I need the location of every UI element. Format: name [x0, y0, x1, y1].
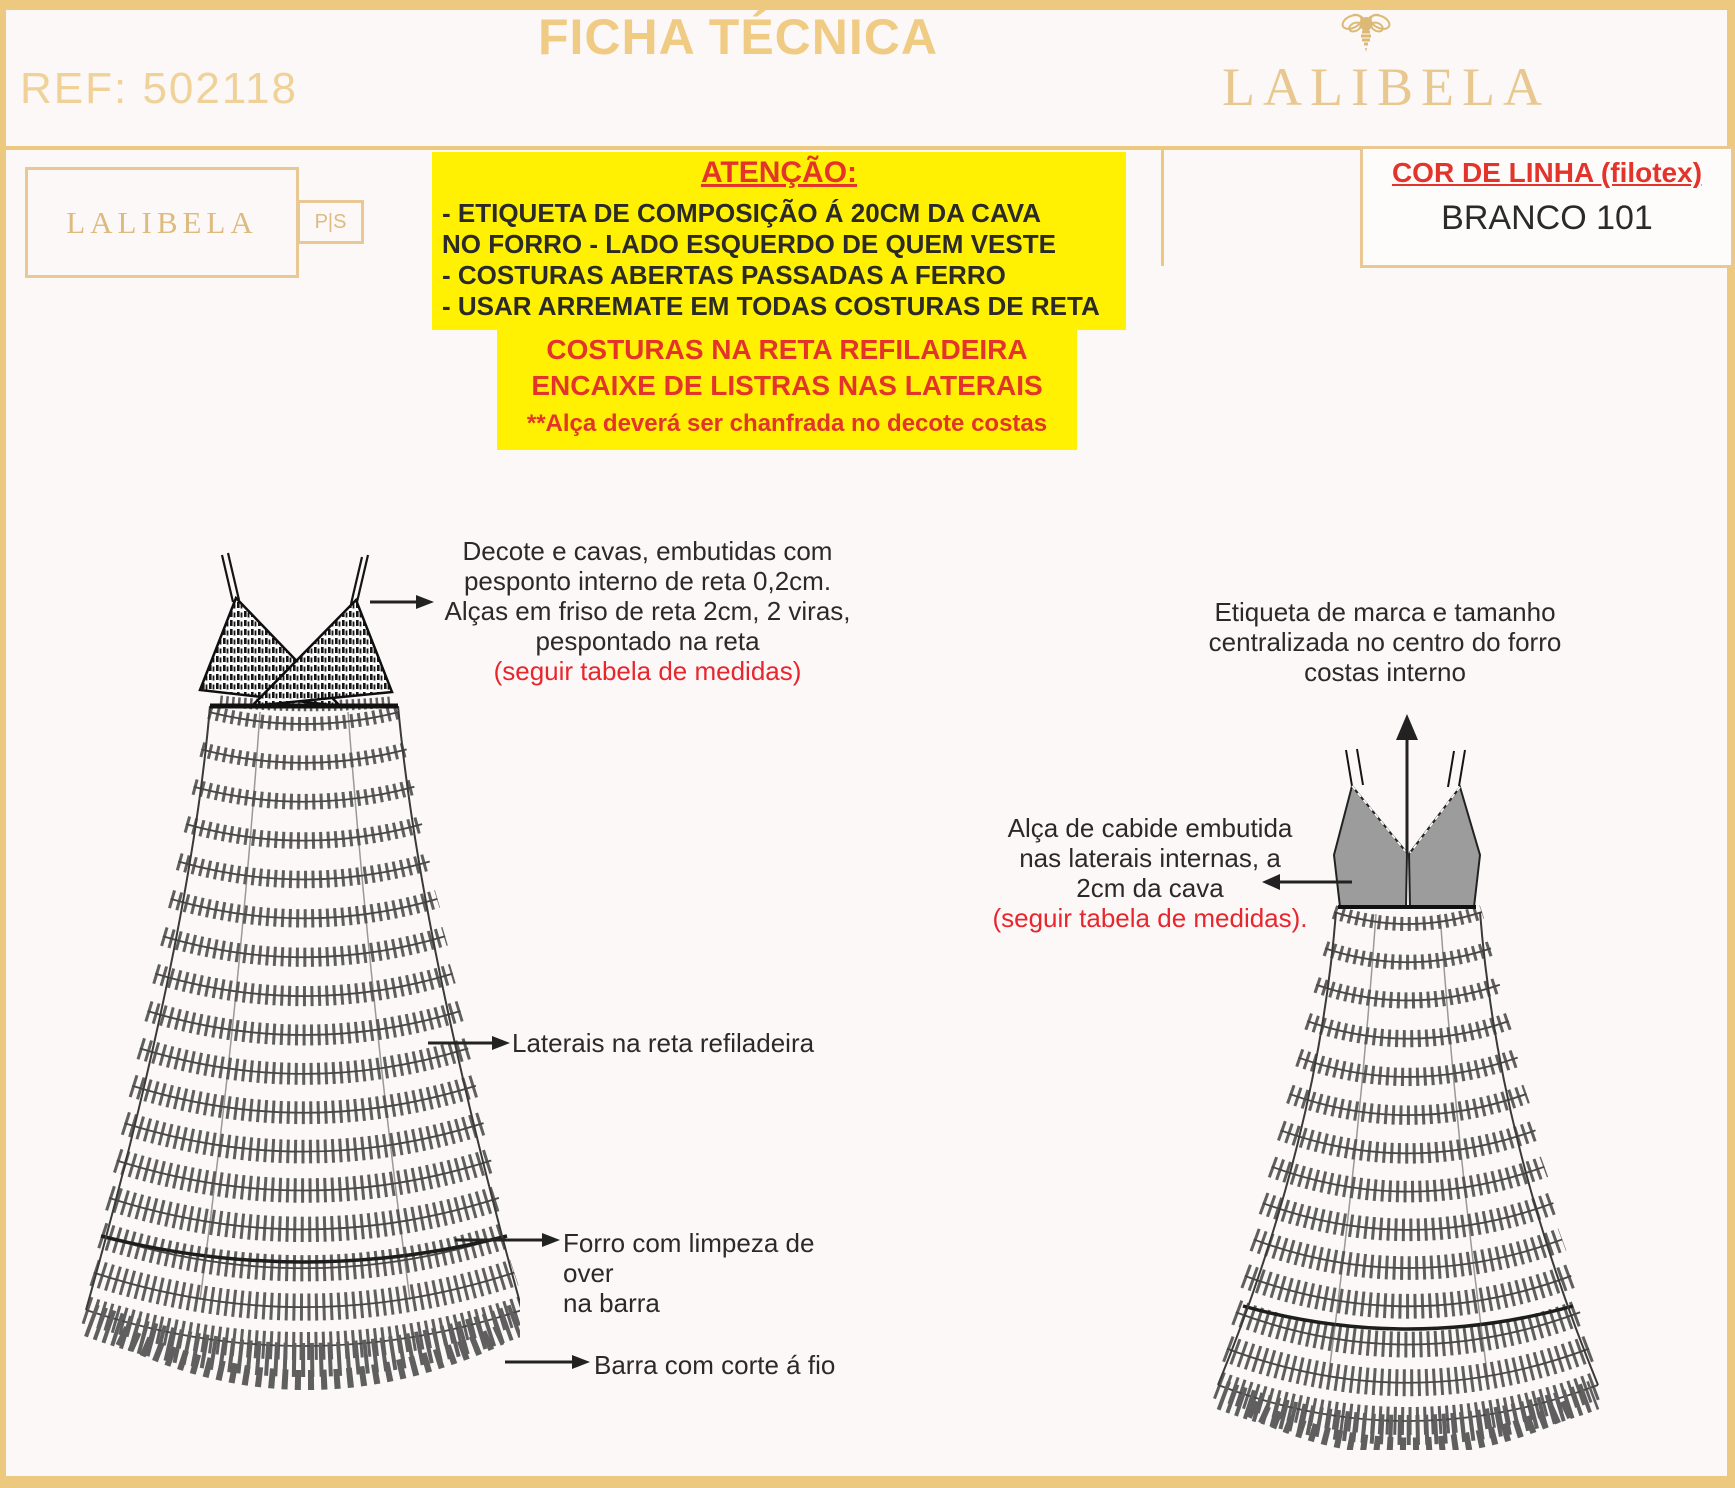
annotation-line: na barra	[563, 1288, 660, 1318]
seam-line: ENCAIXE DE LISTRAS NAS LATERAIS	[531, 370, 1043, 401]
seam-note: **Alça deverá ser chanfrada no decote costas	[526, 410, 1048, 437]
annotation-sides: Laterais na reta refiladeira	[512, 1028, 815, 1058]
annotation-line: pespontado na reta	[535, 626, 760, 656]
thread-color-value: BRANCO 101	[1441, 199, 1653, 237]
attention-line: NO FORRO - LADO ESQUERDO DE QUEM VESTE	[442, 229, 1056, 259]
attention-line: - USAR ARREMATE EM TODAS COSTURAS DE RETA	[442, 291, 1100, 321]
attention-line: - COSTURAS ABERTAS PASSADAS A FERRO	[442, 260, 1006, 290]
arrow-sides	[428, 1036, 510, 1050]
arrow-label-tag	[1396, 714, 1418, 853]
arrow-neckline	[370, 595, 434, 609]
annotation-line: nas laterais internas, a	[1019, 843, 1281, 873]
arrow-hem	[505, 1355, 590, 1369]
seam-line: COSTURAS NA RETA REFILADEIRA	[546, 334, 1028, 365]
reference-number: REF: 502118	[20, 64, 299, 113]
annotation-line: 2cm da cava	[1076, 873, 1224, 903]
attention-title: ATENÇÃO:	[700, 156, 858, 189]
annotation-hem: Barra com corte á fio	[594, 1350, 836, 1380]
arrow-lining	[455, 1233, 560, 1247]
annotation-note-red: (seguir tabela de medidas).	[992, 903, 1308, 933]
annotation-line: Etiqueta de marca e tamanho	[1214, 597, 1556, 627]
brand-logo: LALIBELA	[1222, 57, 1550, 117]
annotation-line: Alça de cabide embutida	[1007, 813, 1293, 843]
annotation-line: Decote e cavas, embutidas com	[462, 536, 833, 566]
annotation-line: pesponto interno de reta 0,2cm.	[463, 566, 832, 596]
annotation-note-red: (seguir tabela de medidas)	[493, 656, 802, 686]
annotation-line: centralizada no centro do forro	[1208, 627, 1562, 657]
annotation-line: Alças em friso de reta 2cm, 2 viras,	[444, 596, 851, 626]
attention-line: - ETIQUETA DE COMPOSIÇÃO Á 20CM DA CAVA	[442, 198, 1041, 228]
brand-box: LALIBELA	[25, 167, 299, 278]
page-title: FICHA TÉCNICA	[538, 9, 939, 65]
annotation-line: Forro com limpeza de over	[563, 1228, 815, 1288]
size-tag-box: P|S	[297, 200, 364, 244]
arrow-hanger-loop	[1262, 874, 1352, 890]
thread-color-title: COR DE LINHA (filotex)	[1391, 157, 1703, 188]
annotation-line: costas interno	[1304, 657, 1466, 687]
